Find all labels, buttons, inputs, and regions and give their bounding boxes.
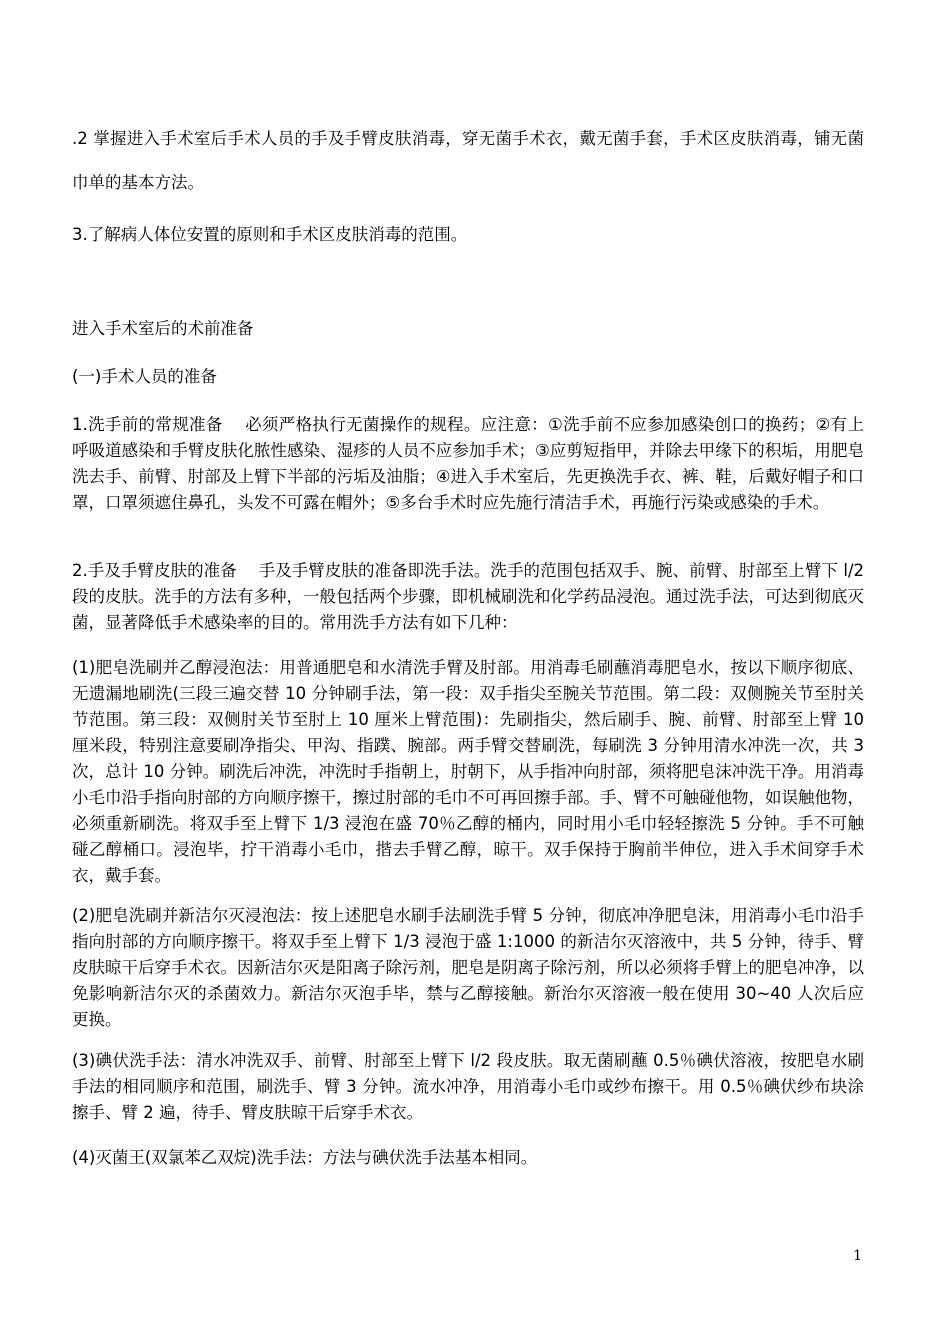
- paragraph-soap-alcohol-method: (1)肥皂洗刷并乙醇浸泡法：用普通肥皂和水清洗手臂及肘部。用消毒毛刷蘸消毒肥皂水，按以下顺序彻底、无遗漏地刷洗(三段三遍交替 10 分钟刷手法，第一段：双手指尖至腕关节范围。第二段：双侧腕关节至肘关节范围。第三段：双侧肘关节至肘上 10 厘米上臂范围)：先刷指尖，然后刷手、腕、前臂、肘部至上臂 10 厘米段，特别注意要刷净指尖、甲沟、指蹼、腕部。两手臂交替刷洗，每刷洗 3 分钟用清水冲洗一次，共 3 次，总计 10 分钟。刷洗后冲洗，冲洗时手指朝上，肘朝下，从手指冲向肘部，须将肥皂沫冲洗干净。用消毒小毛巾沿手指向肘部的方向顺序擦干，擦过肘部的毛巾不可再回擦手部。手、臂不可触碰他物，如误触他物，必须重新刷洗。将双手至上臂下 1/3 浸泡在盛 70％乙醇的桶内，同时用小毛巾轻轻擦洗 5 分钟。手不可触碰乙醇桶口。浸泡毕，拧干消毒小毛巾，揩去手臂乙醇，晾干。双手保持于胸前半伸位，进入手术间穿手术衣，戴手套。: [72, 658, 864, 885]
- page-number: 1: [853, 1248, 862, 1264]
- paragraph-chlorhexidine-method: (4)灭菌王(双氯苯乙双烷)洗手法：方法与碘伏洗手法基本相同。: [72, 1148, 538, 1167]
- section-title: 进入手术室后的术前准备: [72, 319, 254, 338]
- section-subtitle: (一)手术人员的准备: [72, 367, 217, 386]
- paragraph-routine-preparation: 1.洗手前的常规准备 必须严格执行无菌操作的规程。应注意：①洗手前不应参加感染创口的换药；②有上呼吸道感染和手臂皮肤化脓性感染、湿疹的人员不应参加手术；③应剪短指甲，并除去甲缘下的积垢，用肥皂洗去手、前臂、肘部及上臂下半部的污垢及油脂；④进入手术室后，先更换洗手衣、裤、鞋，后戴好帽子和口罩，口罩须遮住鼻孔，头发不可露在帽外；⑤多台手术时应先施行清洁手术，再施行污染或感染的手术。: [72, 415, 864, 512]
- objective-item-2: .2 掌握进入手术室后手术人员的手及手臂皮肤消毒，穿无菌手术衣，戴无菌手套，手术区皮肤消毒，铺无菌巾单的基本方法。: [72, 129, 864, 192]
- paragraph-soap-benzalkonium-method: (2)肥皂洗刷并新洁尔灭浸泡法：按上述肥皂水刷手法刷洗手臂 5 分钟，彻底冲净肥皂沫，用消毒小毛巾沿手指向肘部的方向顺序擦干。将双手至上臂下 1/3 浸泡于盛 1:1000 的新洁尔灭溶液中，共 5 分钟，待手、臂皮肤晾干后穿手术衣。因新洁尔灭是阳离子除污剂，肥皂是阴离子除污剂，所以必须将手臂上的肥皂冲净，以免影响新洁尔灭的杀菌效力。新洁尔灭泡手毕，禁与乙醇接触。新治尔灭溶液一般在使用 30~40 人次后应更换。: [72, 906, 864, 1029]
- paragraph-iodophor-method: (3)碘伏洗手法：清水冲洗双手、前臂、肘部至上臂下 l/2 段皮肤。取无菌刷蘸 0.5％碘伏溶液，按肥皂水刷手法的相同顺序和范围，刷洗手、臂 3 分钟。流水冲净，用消毒小毛巾或纱布擦干。用 0.5％碘伏纱布块涂擦手、臂 2 遍，待手、臂皮肤晾干后穿手术衣。: [72, 1051, 864, 1122]
- objective-item-3: 3.了解病人体位安置的原则和手术区皮肤消毒的范围。: [72, 225, 468, 244]
- paragraph-skin-preparation: 2.手及手臂皮肤的准备 手及手臂皮肤的准备即洗手法。洗手的范围包括双手、腕、前臂、肘部至上臂下 l/2 段的皮肤。洗手的方法有多种，一般包括两个步骤，即机械刷洗和化学药品浸泡。通过洗手法，可达到彻底灭菌，显著降低手术感染率的目的。常用洗手方法有如下几种：: [72, 561, 864, 632]
